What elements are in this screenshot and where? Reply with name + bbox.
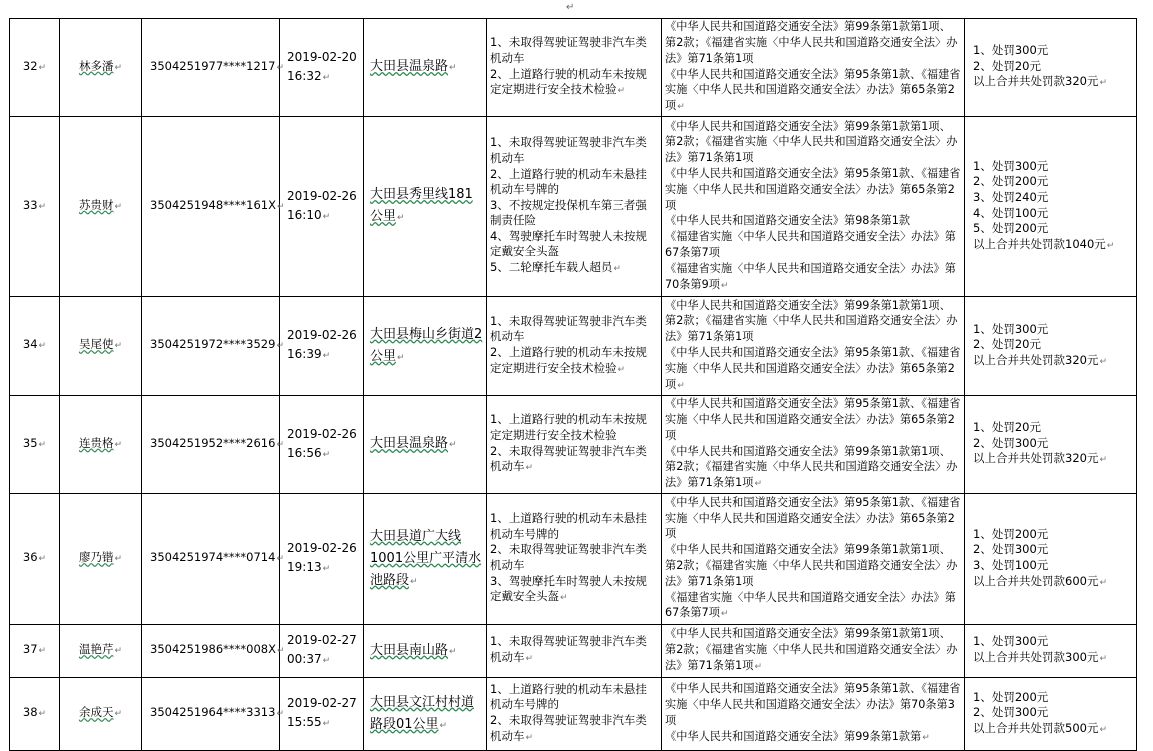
paragraph-mark: ↵ <box>114 201 123 212</box>
paragraph-mark: ↵ <box>1099 455 1107 466</box>
violation-location-text: 大田县文江村村道路段01公里 <box>370 694 475 732</box>
paragraph-mark: ↵ <box>754 661 763 672</box>
paragraph-mark: ↵ <box>114 554 123 565</box>
row-number-text: 34 <box>22 337 38 352</box>
violation-location-text: 大田县秀里线181公里 <box>370 187 473 224</box>
id-number-text: 3504251974****0714 <box>150 550 276 565</box>
violation-items-text: 1、未取得驾驶证驾驶非汽车类机动车 2、上道路行驶的机动车未按规定定期进行安全技术检验 <box>490 35 647 97</box>
paragraph-mark: ↵ <box>114 62 123 73</box>
penalty-result <box>965 19 1137 117</box>
paragraph-mark: ↵ <box>566 2 575 13</box>
penalty-result-text: 1、处罚20元 2、处罚300元 以上合并共处罚款320元 <box>973 420 1099 466</box>
paragraph-mark: ↵ <box>276 62 284 73</box>
row-number <box>10 678 60 751</box>
paragraph-mark: ↵ <box>449 646 457 657</box>
offender-name <box>60 117 142 297</box>
paragraph-mark: ↵ <box>114 439 123 450</box>
violation-time-text: 2019-02-27 15:55 <box>287 696 357 729</box>
legal-basis-text: 《中华人民共和国道路交通安全法》第95条第1款、《福建省实施〈中华人民共和国道路交通安全法〉办法》第70条第3项 《中华人民共和国道路交通安全法》第99条第1款第 <box>665 682 961 743</box>
violation-location-text: 大田县道广大线1001公里广平清水池路段 <box>370 528 482 588</box>
paragraph-mark: ↵ <box>754 479 763 490</box>
paragraph-mark: ↵ <box>38 554 47 565</box>
violation-items-text: 1、上道路行驶的机动车未悬挂机动车号牌的 2、未取得驾驶证驾驶非汽车类机动车 3、驾驶摩托车时驾驶人未按规定戴安全头盔 <box>490 511 647 604</box>
violation-location <box>364 625 487 678</box>
paragraph-mark: ↵ <box>322 211 331 222</box>
offender-name-text: 廖乃锴 <box>78 550 114 565</box>
paragraph-mark: ↵ <box>38 62 47 73</box>
offender-name <box>60 396 142 494</box>
violation-location-text: 大田县南山路 <box>370 642 449 658</box>
paragraph-mark: ↵ <box>277 646 285 657</box>
paragraph-mark: ↵ <box>525 654 534 664</box>
paragraph-mark: ↵ <box>617 364 626 375</box>
violation-items <box>487 494 662 625</box>
offender-name-text: 林多潘 <box>78 58 114 73</box>
violation-items <box>487 297 662 396</box>
violation-time <box>280 396 364 494</box>
id-number-text: 3504251964****3313 <box>150 705 276 720</box>
row-number <box>10 19 60 117</box>
paragraph-mark: ↵ <box>1099 356 1107 367</box>
penalty-result <box>965 494 1137 625</box>
violation-location <box>364 396 487 494</box>
offender-name-text: 吴尾使 <box>78 337 114 352</box>
id-number <box>142 678 284 751</box>
paragraph-mark: ↵ <box>617 86 626 97</box>
paragraph-mark: ↵ <box>560 593 568 604</box>
id-number-text: 3504251972****3529 <box>150 337 276 352</box>
paragraph-mark: ↵ <box>525 463 534 474</box>
paragraph-mark: ↵ <box>322 72 331 83</box>
legal-basis <box>662 297 965 396</box>
penalty-result-text: 1、处罚300元 2、处罚200元 3、处罚240元 4、处罚100元 5、处罚200元 以上合并共处罚款1040元 <box>973 158 1106 251</box>
violation-items-text: 1、上道路行驶的机动车未按规定定期进行安全技术检验 2、未取得驾驶证驾驶非汽车类机动车 <box>490 412 647 474</box>
row-number <box>10 396 60 494</box>
offender-name <box>60 625 142 678</box>
legal-basis-text: 《中华人民共和国道路交通安全法》第99条第1款第1项、第2款；《福建省实施〈中华人民共和国道路交通安全法〉办法》第71条第1项 <box>665 627 958 672</box>
paragraph-mark: ↵ <box>410 576 418 587</box>
paragraph-mark: ↵ <box>397 213 405 223</box>
legal-basis-text: 《中华人民共和国道路交通安全法》第95条第1款、《福建省实施〈中华人民共和国道路交通安全法〉办法》第65条第2项 《中华人民共和国道路交通安全法》第99条第1款第1项、第2款；《福建省实施〈中华人民共和国道路交通安全法〉办法》第71条第1项 <box>665 397 961 490</box>
table-row <box>10 396 1137 494</box>
paragraph-mark: ↵ <box>276 554 284 565</box>
paragraph-mark: ↵ <box>439 720 448 731</box>
paragraph-mark: ↵ <box>1099 577 1107 588</box>
legal-basis-text: 《中华人民共和国道路交通安全法》第99条第1款第1项、第2款；《福建省实施〈中华人民共和国道路交通安全法〉办法》第71条第1项 《中华人民共和国道路交通安全法》第95条第1款、《福建省实施〈中华人民共和国道路交通安全法〉办法》第65条第2项 <box>665 20 961 113</box>
legal-basis <box>662 494 965 625</box>
offender-name <box>60 297 142 396</box>
violation-items <box>487 396 662 494</box>
paragraph-mark: ↵ <box>322 656 331 666</box>
table-row <box>10 297 1137 396</box>
violation-items <box>487 19 662 117</box>
violation-location-text: 大田县温泉路 <box>370 59 449 74</box>
id-number <box>142 396 284 494</box>
row-number-text: 35 <box>22 435 38 450</box>
violation-location <box>364 494 487 625</box>
paragraph-mark: ↵ <box>276 341 284 352</box>
legal-basis-text: 《中华人民共和国道路交通安全法》第95条第1款、《福建省实施〈中华人民共和国道路交通安全法〉办法》第65条第2项 《中华人民共和国道路交通安全法》第99条第1款第1项、第2款；《福建省实施〈中华人民共和国道路交通安全法〉办法》第71条第1项 《福建省实施〈中华人民共和国道路交通安全法〉办法》第67条第7项 <box>665 495 961 620</box>
row-number-text: 38 <box>22 705 38 720</box>
paragraph-mark: ↵ <box>38 709 47 720</box>
paragraph-mark: ↵ <box>1099 654 1107 664</box>
legal-basis <box>662 625 965 678</box>
row-number <box>10 494 60 625</box>
offender-name-text: 连贵格 <box>78 435 114 450</box>
violation-location <box>364 297 487 396</box>
table-row <box>10 494 1137 625</box>
legal-basis-text: 《中华人民共和国道路交通安全法》第99条第1款第1项、第2款；《福建省实施〈中华人民共和国道路交通安全法〉办法》第71条第1项 《中华人民共和国道路交通安全法》第95条第1款、《福建省实施〈中华人民共和国道路交通安全法〉办法》第65条第2项 《中华人民共和国道路交通安全法》第98条第1款 《福建省实施〈中华人民共和国道路交通安全法〉办法》第67条第7项 《福建省实施〈中华人民共和国道路交通安全法〉办法》第70条第9项 <box>665 119 961 291</box>
penalty-result <box>965 678 1137 751</box>
paragraph-mark: ↵ <box>720 280 729 291</box>
paragraph-mark: ↵ <box>1099 78 1107 89</box>
legal-basis <box>662 678 965 751</box>
offender-name-text: 苏贵财 <box>78 197 114 212</box>
paragraph-mark: ↵ <box>114 646 123 657</box>
violation-time <box>280 297 364 396</box>
violation-items-text: 1、未取得驾驶证驾驶非汽车类机动车 2、上道路行驶的机动车未按规定定期进行安全技术检验 <box>490 313 647 375</box>
paragraph-mark: ↵ <box>720 609 729 620</box>
paragraph-mark: ↵ <box>397 352 405 363</box>
id-number <box>142 297 284 396</box>
id-number <box>142 625 285 678</box>
penalty-result-text: 1、处罚300元 2、处罚20元 以上合并共处罚款320元 <box>973 321 1099 367</box>
violation-location-text: 大田县温泉路 <box>370 436 449 451</box>
violation-time-text: 2019-02-26 16:10 <box>287 188 357 222</box>
paragraph-mark: ↵ <box>276 709 284 720</box>
legal-basis <box>662 396 965 494</box>
paragraph-mark: ↵ <box>613 264 621 275</box>
paragraph-mark: ↵ <box>922 732 930 743</box>
paragraph-mark: ↵ <box>38 439 47 450</box>
id-number-text: 3504251948****161X <box>150 197 276 212</box>
violation-time-text: 2019-02-26 19:13 <box>287 541 357 574</box>
id-number <box>142 19 284 117</box>
paragraph-mark: ↵ <box>114 341 123 352</box>
row-number-text: 37 <box>22 642 38 657</box>
paragraph-mark: ↵ <box>38 201 47 212</box>
violation-location <box>364 678 487 751</box>
table-row <box>10 625 1137 678</box>
violation-time <box>280 494 364 625</box>
offender-name-text: 温艳芹 <box>78 642 114 657</box>
violation-time <box>280 19 364 117</box>
penalty-result <box>965 297 1137 396</box>
row-number <box>10 297 60 396</box>
paragraph-mark: ↵ <box>277 201 285 212</box>
id-number <box>142 117 285 297</box>
penalty-result-text: 1、处罚300元 以上合并共处罚款300元 <box>973 634 1099 664</box>
id-number-text: 3504251986****008X <box>150 642 276 657</box>
penalty-result-text: 1、处罚200元 2、处罚300元 3、处罚100元 以上合并共处罚款600元 <box>973 526 1099 588</box>
row-number-text: 32 <box>22 58 38 73</box>
violation-time-text: 2019-02-27 00:37 <box>287 633 357 666</box>
paragraph-mark: ↵ <box>322 351 331 361</box>
violation-location-text: 大田县梅山乡街道2公里 <box>370 326 483 364</box>
legal-basis <box>662 19 965 117</box>
row-number-text: 36 <box>22 550 38 565</box>
paragraph-mark: ↵ <box>322 449 331 460</box>
violation-location <box>364 19 487 117</box>
id-number-text: 3504251977****1217 <box>150 58 276 73</box>
table-row <box>10 19 1137 117</box>
violation-items-text: 1、上道路行驶的机动车未悬挂机动车号牌的 2、未取得驾驶证驾驶非汽车类机动车 <box>490 681 647 743</box>
paragraph-mark: ↵ <box>38 646 47 657</box>
violation-time <box>280 117 364 297</box>
paragraph-mark: ↵ <box>677 380 685 391</box>
penalty-result <box>965 396 1137 494</box>
offender-name <box>60 494 142 625</box>
offender-name <box>60 678 142 751</box>
row-number <box>10 117 60 297</box>
violation-items <box>487 625 662 678</box>
violation-table <box>9 18 1137 751</box>
paragraph-mark: ↵ <box>1099 724 1107 735</box>
violation-items <box>487 678 662 751</box>
violation-items <box>487 117 662 297</box>
row-number <box>10 625 60 678</box>
violation-time-text: 2019-02-20 16:32 <box>287 49 357 83</box>
penalty-result-text: 1、处罚200元 2、处罚300元 以上合并共处罚款500元 <box>973 689 1099 735</box>
violation-location <box>364 117 487 297</box>
paragraph-mark: ↵ <box>322 719 331 729</box>
offender-name-text: 余成天 <box>78 705 114 720</box>
violation-items-text: 1、未取得驾驶证驾驶非汽车类机动车 2、上道路行驶的机动车未悬挂机动车号牌的 3、不按规定投保机车第三者强制责任险 4、驾驶摩托车时驾驶人未按规定戴安全头盔 5、二轮摩托车载人超员 <box>490 135 647 275</box>
table-row <box>10 117 1137 297</box>
legal-basis-text: 《中华人民共和国道路交通安全法》第99条第1款第1项、第2款；《福建省实施〈中华人民共和国道路交通安全法〉办法》第71条第1项 《中华人民共和国道路交通安全法》第95条第1款、《福建省实施〈中华人民共和国道路交通安全法〉办法》第65条第2项 <box>665 298 961 391</box>
paragraph-mark: ↵ <box>114 709 123 720</box>
penalty-result <box>965 117 1137 297</box>
table-body <box>10 19 1137 751</box>
offender-name <box>60 19 142 117</box>
paragraph-mark: ↵ <box>1106 240 1115 251</box>
table-row <box>10 678 1137 751</box>
paragraph-mark: ↵ <box>276 439 284 450</box>
legal-basis <box>662 117 965 297</box>
paragraph-mark: ↵ <box>38 341 47 352</box>
id-number <box>142 494 284 625</box>
paragraph-mark: ↵ <box>525 732 534 743</box>
row-number-text: 33 <box>22 197 38 212</box>
penalty-result <box>965 625 1137 678</box>
violation-time-text: 2019-02-26 16:56 <box>287 426 357 460</box>
paragraph-mark: ↵ <box>677 102 685 113</box>
penalty-result-text: 1、处罚300元 2、处罚20元 以上合并共处罚款320元 <box>973 43 1099 89</box>
paragraph-mark: ↵ <box>449 63 457 73</box>
paragraph-mark: ↵ <box>322 564 331 574</box>
violation-time-text: 2019-02-26 16:39 <box>287 328 357 361</box>
violation-items-text: 1、未取得驾驶证驾驶非汽车类机动车 <box>490 634 647 664</box>
violation-time <box>280 678 364 751</box>
id-number-text: 3504251952****2616 <box>150 435 276 450</box>
violation-time <box>280 625 364 678</box>
paragraph-mark: ↵ <box>449 440 457 450</box>
